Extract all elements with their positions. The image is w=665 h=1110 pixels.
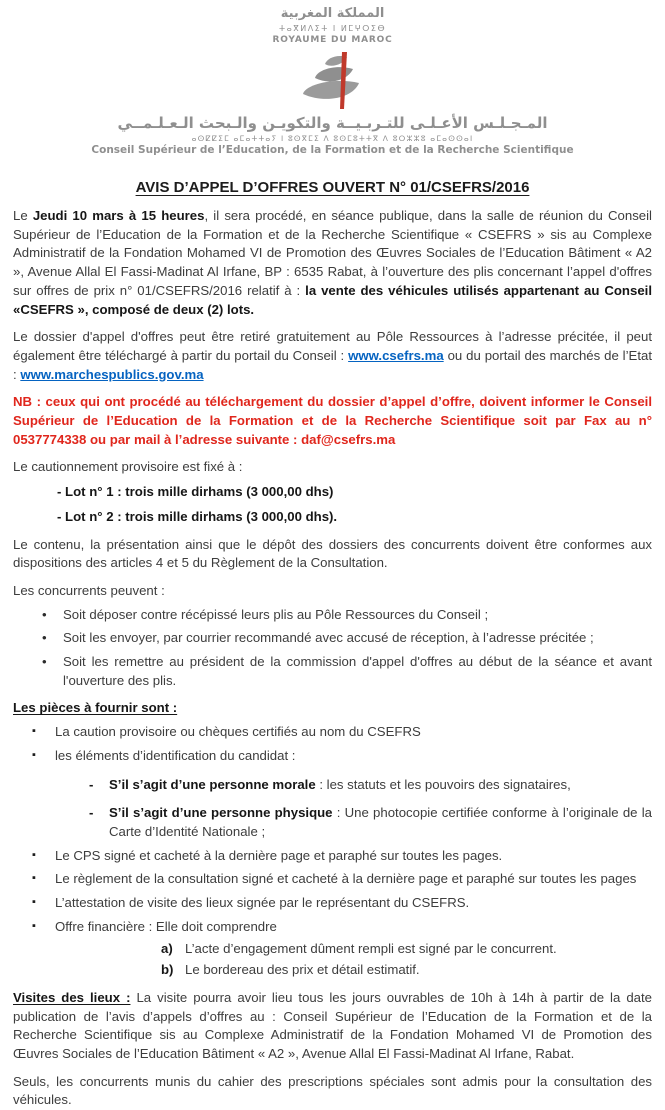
list-item-personne-morale (95, 776, 652, 795)
opening-details: , il sera procédé, en séance publique, dans la salle de réunion du Conseil Supérieur de l’Education de la Formation et de la Recherche Scientifique « CSEFRS » sis au Complexe Administratif de la Fondation Mohamed VI de Promotion des Œuvres Sociales de l’Education Bâtiment « A2 », Avenue Allal El Fassi-Madinat Al Irfane, BP : 6535 Rabat, à l’ouverture des plis concernant l’appel d'offres sur offres de prix n° 01/CSEFRS/2016 relatif à : (13, 208, 652, 298)
pieces-list-continued (13, 847, 652, 937)
list-item-b (161, 961, 652, 980)
pieces-list (13, 723, 652, 765)
csefrs-logo-icon (285, 51, 381, 111)
document-letterhead (13, 6, 652, 157)
kingdom-name-french: ROYAUME DU MAROC (272, 35, 393, 45)
list-item: ▪ Le CPS signé et cacheté à la dernière page et paraphé sur toutes les pages. (13, 847, 652, 866)
list-item: ▪ Le règlement de la consultation signé et cacheté à la dernière page et paraphé sur toutes les pages (13, 870, 652, 889)
page-title (13, 179, 652, 196)
visites-text: La visite pourra avoir lieu tous les jours ouvrables de 10h à 14h à partir de la date publication de l’avis d’appels d’offres au : Conseil Supérieur de l’Education de la Formation et de la Recherche Scientifique sis au Complexe Administratif de la Fondation Mohamed VI de Promotion des Œuvres Sociales de l’Education Bâtiment « A2 », Avenue Allal El Fassi-Madinat Al Irfane, Rabat. (13, 989, 652, 1062)
council-name-french: Conseil Supérieur de l’Education, de la Formation et de la Recherche Scientifique (91, 144, 574, 156)
link-csefrs-website[interactable]: www.csefrs.ma (348, 347, 444, 363)
item-a-text: L’acte d’engagement dûment rempli est signé par le concurrent. (185, 940, 557, 956)
opening-paragraph (13, 207, 652, 319)
personne-physique-text: : Une photocopie certifiée conforme à l’originale de la Carte d’Identité Nationale ; (109, 805, 652, 839)
kingdom-name-arabic: المملكة المغربية (280, 6, 385, 21)
caution-lot-1: - Lot n° 1 : trois mille dirhams (3 000,00 dhs) (57, 484, 334, 500)
personne-physique-label: S’il s’agit d’une personne physique (109, 805, 333, 821)
closing-paragraph: Seuls, les concurrents munis du cahier des prescriptions spéciales sont admis pour la consultation des véhicules. (13, 1073, 652, 1108)
council-name-arabic: المـجـلـس الأعـلـى للتـربـيــة والتكويـن والـبحث الـعـلـمــي (117, 114, 548, 132)
personne-morale-text: : les statuts et les pouvoirs des signataires, (315, 776, 571, 792)
list-item: ▪ les éléments d’identification du candidat : (13, 747, 652, 766)
tender-object: la vente des véhicules utilisés appartenant au Conseil «CSEFRS », composé de deux (2) lots. (13, 282, 652, 317)
list-item-a (161, 940, 652, 959)
council-name-tifinagh: ⴰⵙⵇⵇⵉⵎ ⴰⵎⴰⵜⵜⴰⵢ ⵏ ⵓⵙⴳⵎⵉ ⴷ ⵓⵙⵎⵓⵜⵜⴳ ⴷ ⵓⵔⵣⵣⵓ ⴰⵎⴰⵙⵙⴰⵏ (191, 134, 474, 143)
caution-intro: Le cautionnement provisoire est fixé à : (13, 459, 243, 475)
caution-lot-2: - Lot n° 2 : trois mille dirhams (3 000,00 dhs). (57, 508, 338, 524)
kingdom-name-tifinagh: ⵜⴰⴳⵍⴷⵉⵜ ⵏ ⵍⵎⵖⵔⵉⴱ (278, 24, 387, 33)
list-item: • Soit les remettre au président de la commission d'appel d'offres au début de la séance et avant l'ouverture des plis. (13, 653, 652, 690)
personne-morale-label: S’il s’agit d’une personne morale (109, 776, 316, 792)
link-marchespublics-website[interactable]: www.marchespublics.gov.ma (20, 366, 204, 382)
contenu-paragraph: Le contenu, la présentation ainsi que le dépôt des dossiers des concurrents doivent être conformes aux dispositions des articles 4 et 5 du Règlement de la Consultation. (13, 536, 652, 571)
opening-text: Le (13, 208, 33, 223)
visites-heading: Visites des lieux : (13, 989, 131, 1005)
list-item: ▪ La caution provisoire ou chèques certifiés au nom du CSEFRS (13, 723, 652, 742)
session-datetime: Jeudi 10 mars à 15 heures (32, 208, 205, 223)
nb-notice: NB : ceux qui ont procédé au téléchargement du dossier d’appel d’offre, doivent informer le Conseil Supérieur de l’Education de la Formation et de la Recherche Scientifique soit par Fax au n° 0537774338 ou par mail à l’adresse suivante : daf@csefrs.ma (13, 394, 652, 447)
pieces-heading (13, 699, 652, 718)
item-b-text: Le bordereau des prix et détail estimatif. (185, 962, 420, 978)
list-item: • Soit déposer contre récépissé leurs plis au Pôle Ressources du Conseil ; (13, 606, 652, 625)
list-item: • Soit les envoyer, par courrier recommandé avec accusé de réception, à l’adresse précitée ; (13, 629, 652, 648)
list-item: ▪ Offre financière : Elle doit comprendre (13, 918, 652, 937)
visites-paragraph (13, 989, 652, 1064)
concurrents-intro: Les concurrents peuvent : (13, 582, 165, 598)
item-b-label: b) (161, 962, 174, 978)
page-title-text: AVIS D’APPEL D’OFFRES OUVERT N° 01/CSEFRS/2016 (135, 179, 530, 196)
dossier-text: Le dossier d'appel d'offres peut être retiré gratuitement au Pôle Ressources à l’adresse précitée, il peut également être téléchargé à partir du portail du Conseil : (13, 329, 652, 363)
dossier-paragraph (13, 328, 652, 384)
list-item: ▪ L’attestation de visite des lieux signée par le représentant du CSEFRS. (13, 894, 652, 913)
pieces-heading-text: Les pièces à fournir sont : (13, 700, 178, 716)
dossier-text-2: ou du portail des marchés de l’Etat : (13, 347, 653, 382)
item-a-label: a) (161, 940, 173, 956)
concurrents-list (13, 606, 652, 691)
list-item-personne-physique (95, 804, 652, 841)
